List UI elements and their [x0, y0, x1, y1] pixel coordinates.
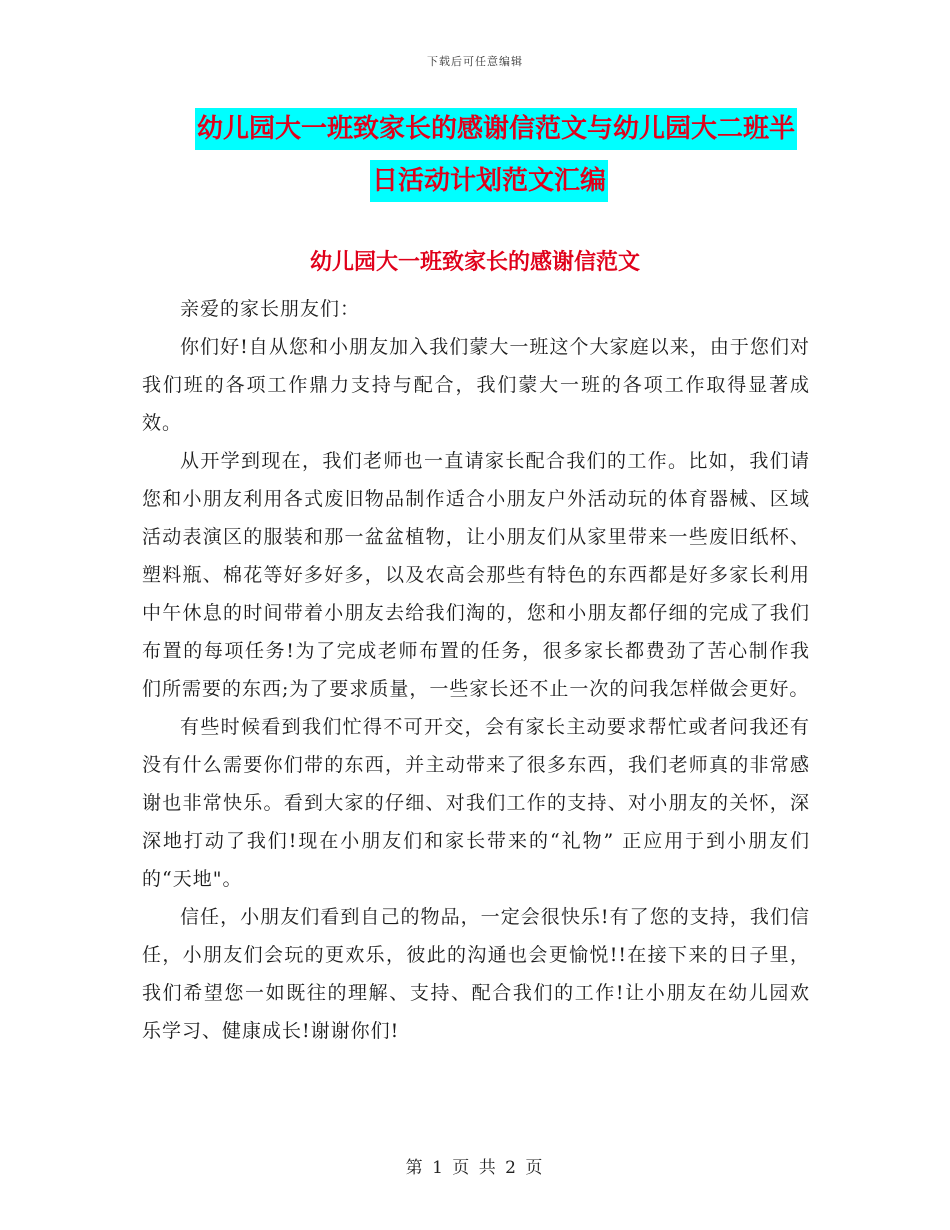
- page-footer: 第 1 页 共 2 页: [405, 1158, 545, 1178]
- section-heading: 幼儿园大一班致家长的感谢信范文: [309, 250, 640, 275]
- header-note: 下载后可任意编辑: [427, 55, 523, 68]
- title-line-1: 幼儿园大一班致家长的感谢信范文与幼儿园大二班半: [195, 108, 797, 150]
- paragraph: 从开学到现在，我们老师也一直请家长配合我们的工作。比如，我们请您和小朋友利用各式废旧物品制作适合小朋友户外活动玩的体育器械、区域活动表演区的服装和那一盆盆植物，让小朋友们从家里带来一些废旧纸杯、塑料瓶、棉花等好多好多，以及农高会那些有特色的东西都是好多家长利用中午休息的时间带着小朋友去给我们淘的，您和小朋友都仔细的完成了我们布置的每项任务!为了完成老师布置的任务，很多家长都费劲了苦心制作我们所需要的东西;为了要求质量，一些家长还不止一次的问我怎样做会更好。: [142, 450, 810, 700]
- paragraph: 你们好!自从您和小朋友加入我们蒙大一班这个大家庭以来，由于您们对我们班的各项工作鼎力支持与配合，我们蒙大一班的各项工作取得显著成效。: [142, 336, 810, 434]
- body-text: [142, 290, 810, 1050]
- paragraph: 信任，小朋友们看到自己的物品，一定会很快乐!有了您的支持，我们信任，小朋友们会玩的更欢乐，彼此的沟通也会更愉悦!!在接下来的日子里，我们希望您一如既往的理解、支持、配合我们的工作!让小朋友在幼儿园欢乐学习、健康成长!谢谢你们!: [142, 906, 810, 1042]
- title-line-2: 日活动计划范文汇编: [370, 160, 608, 202]
- paragraph: 有些时候看到我们忙得不可开交，会有家长主动要求帮忙或者问我还有没有什么需要你们带的东西，并主动带来了很多东西，我们老师真的非常感谢也非常快乐。看到大家的仔细、对我们工作的支持、对小朋友的关怀，深深地打动了我们!现在小朋友们和家长带来的“礼物” 正应用于到小朋友们的“天地"。: [142, 716, 810, 890]
- paragraph-greeting: 亲爱的家长朋友们：: [180, 298, 361, 320]
